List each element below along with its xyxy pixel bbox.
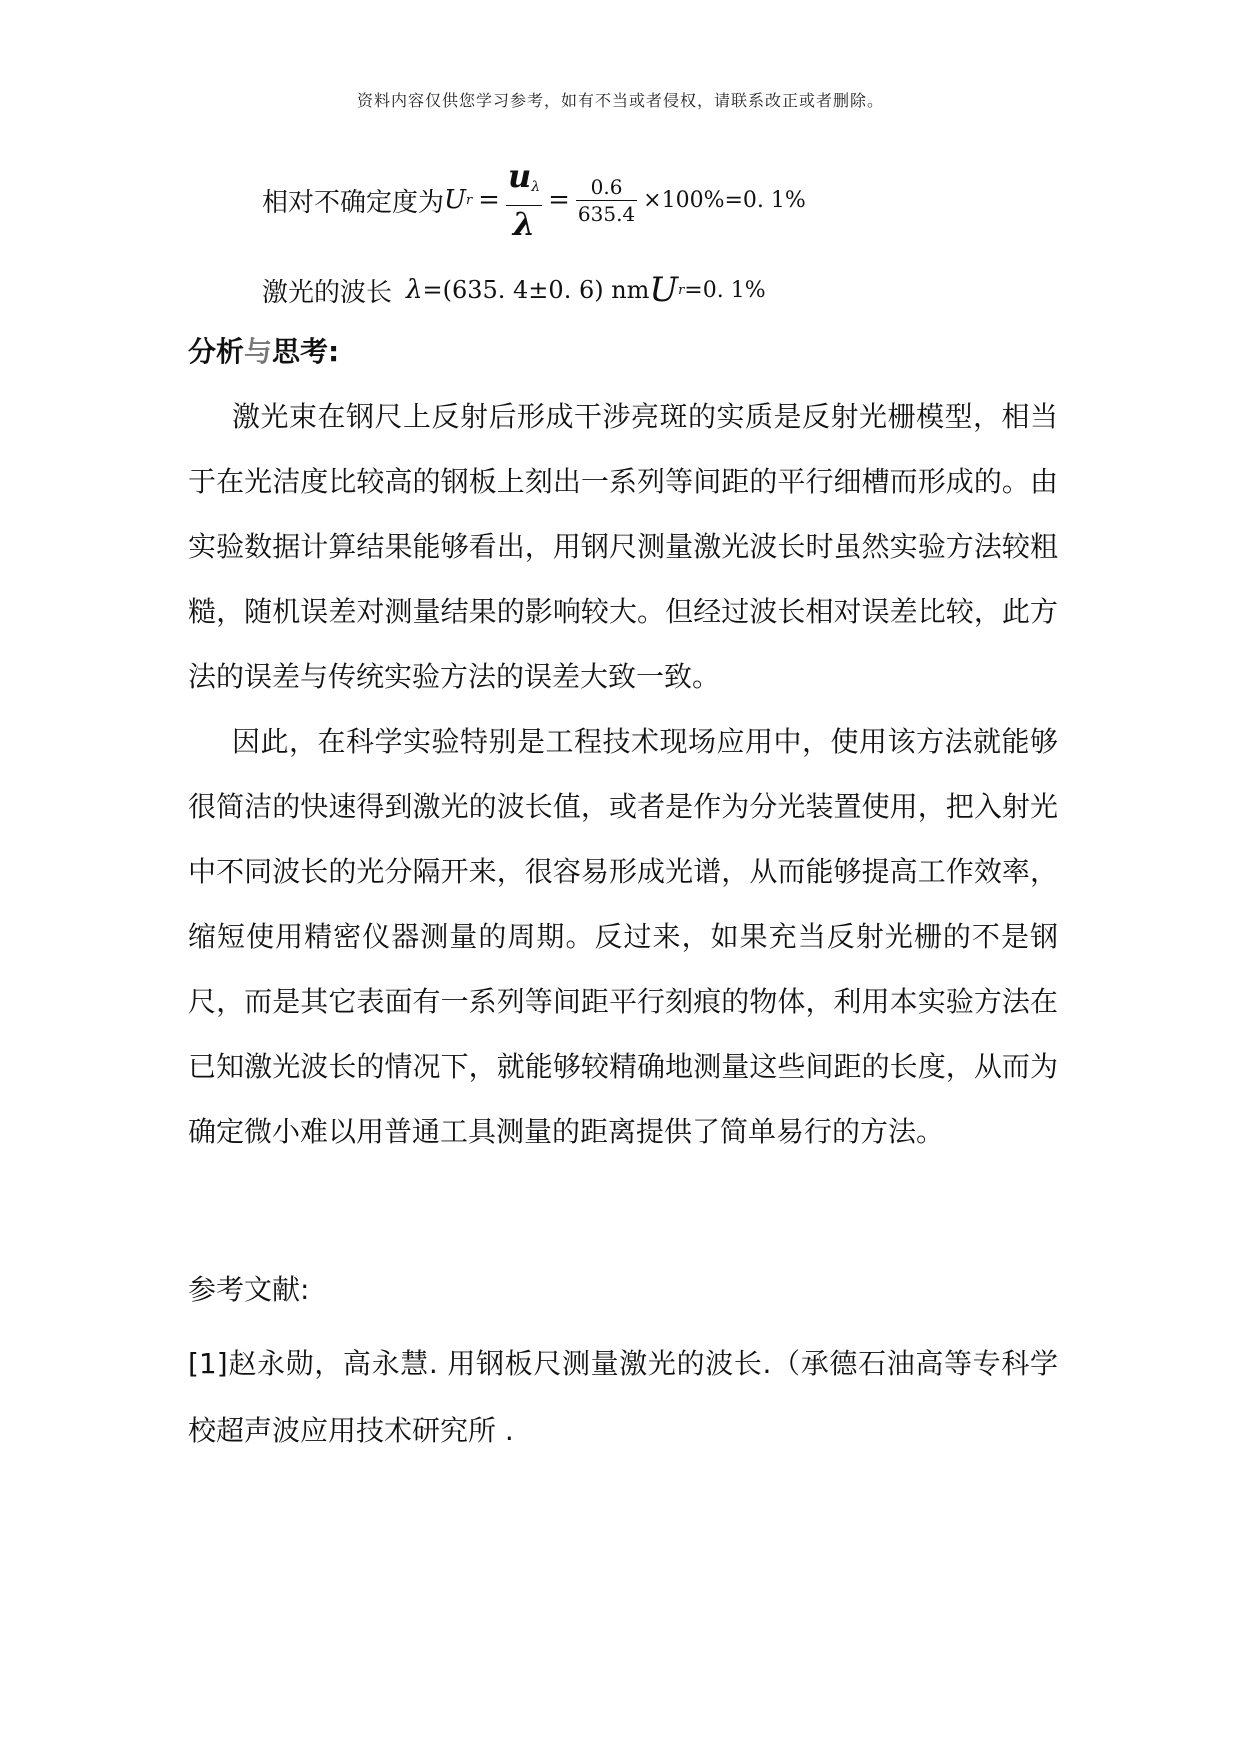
wavelength-prefix: 激光的波长 <box>262 277 393 308</box>
wavelength-value: =(635. 4±0. 6) nm <box>422 276 650 304</box>
lambda-symbol: λ <box>406 275 423 305</box>
header-disclaimer: 资料内容仅供您学习参考，如有不当或者侵权，请联系改正或者删除。 <box>356 91 884 110</box>
lambda-denominator: λ <box>512 205 536 243</box>
fraction-value <box>576 174 637 227</box>
fraction-denominator: 635.4 <box>577 201 636 226</box>
references-label: 参考文献: <box>188 1273 310 1306</box>
section-title-part3: 思考: <box>272 335 340 368</box>
formula-prefix: 相对不确定度为 <box>262 187 445 218</box>
equals-sign-2: = <box>548 185 570 215</box>
wavelength-formula <box>262 270 766 310</box>
ur-symbol-2: U <box>649 270 679 310</box>
fraction-numerator: 0.6 <box>590 174 623 199</box>
u-numerator-subscript: λ <box>531 179 541 195</box>
ur-value: =0. 1% <box>684 277 766 303</box>
paragraph-1: 激光束在钢尺上反射后形成干涉亮斑的实质是反射光栅模型，相当于在光洁度比较高的钢板上刻出一系列等间距的平行细槽而形成的。由实验数据计算结果能够看出，用钢尺测量激光波长时虽然实验方法较粗糙，随机误差对测量结果的影响较大。但经过波长相对误差比较，此方法的误差与传统实验方法的误差大致一致。 <box>188 400 1058 693</box>
ur-subscript-2: r <box>678 282 685 298</box>
ur-symbol: U <box>444 185 466 215</box>
analysis-body <box>188 384 1058 1164</box>
formula-result: ×100%=0. 1% <box>643 187 806 213</box>
ur-subscript: r <box>465 192 473 208</box>
fraction-u-over-lambda <box>506 158 542 242</box>
section-title-part1: 分析 <box>188 335 245 368</box>
equals-sign: = <box>478 185 500 215</box>
section-title-part2: 与 <box>244 335 273 368</box>
relative-uncertainty-formula <box>262 157 806 243</box>
paragraph-2: 因此，在科学实验特别是工程技术现场应用中，使用该方法就能够很简洁的快速得到激光的波长值，或者是作为分光装置使用，把入射光中不同波长的光分隔开来，很容易形成光谱，从而能够提高工作效率，缩短使用精密仪器测量的周期。反过来，如果充当反射光栅的不是钢尺，而是其它表面有一系列等间距平行刻痕的物体，利用本实验方法在已知激光波长的情况下，就能够较精确地测量这些间距的长度，从而为确定微小难以用普通工具测量的距离提供了简单易行的方法。 <box>188 725 1058 1148</box>
reference-item-1: [1]赵永勋，高永慧. 用钢板尺测量激光的波长.（承德石油高等专科学校超声波应用技术研究所 . <box>188 1347 1058 1447</box>
section-title <box>188 330 339 370</box>
u-numerator: u <box>507 157 532 195</box>
